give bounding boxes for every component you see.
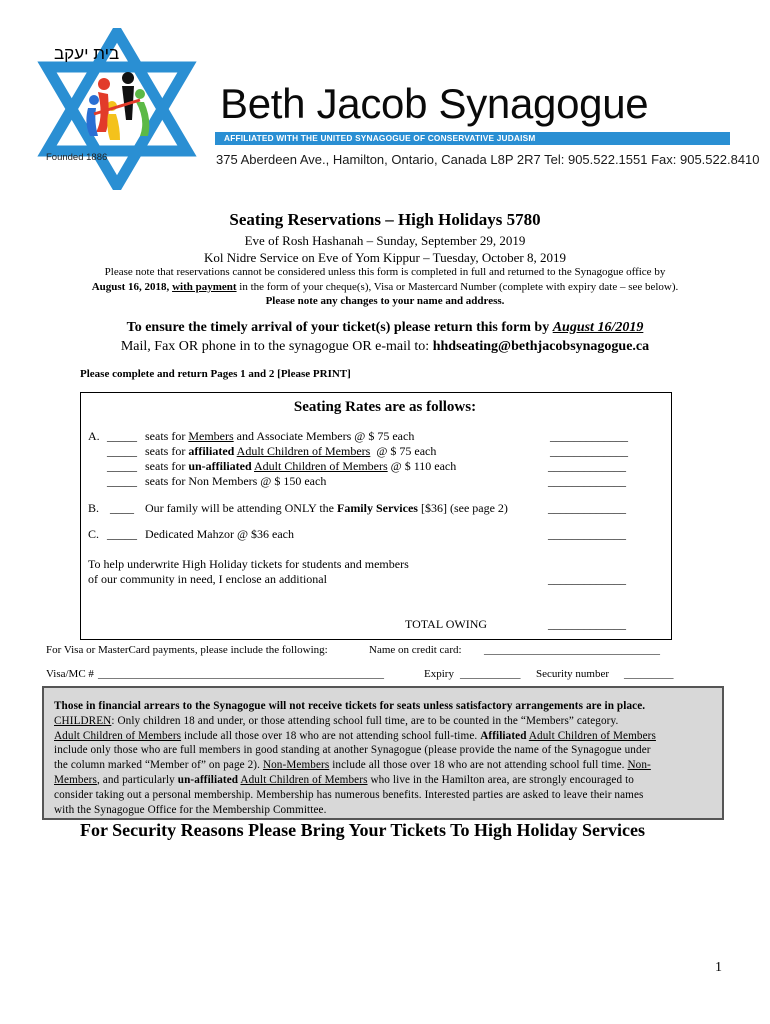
donation-line-1: To help underwrite High Holiday tickets for students and members bbox=[88, 557, 409, 571]
return-lead: To ensure the timely arrival of your ticket(s) please return this form by bbox=[126, 320, 550, 335]
notice-deadline: August 16, 2018, bbox=[91, 281, 170, 293]
rate-a4-text: seats for Non Members @ $ 150 each bbox=[145, 474, 327, 488]
amount-a4-field[interactable]: _____________ bbox=[548, 474, 626, 488]
amount-b-field[interactable]: _____________ bbox=[548, 501, 626, 515]
rate-c-blank[interactable]: _____ bbox=[107, 527, 137, 541]
affiliation-text: AFFILIATED WITH THE UNITED SYNAGOGUE OF CONSERVATIVE JUDAISM bbox=[224, 133, 536, 143]
arrears-notice: Those in financial arrears to the Synagogue will not receive tickets for seats unless satisfactory arrangements are in place. bbox=[54, 700, 646, 712]
total-owing-label: TOTAL OWING bbox=[405, 617, 488, 631]
total-owing-field[interactable]: _____________ bbox=[548, 617, 626, 631]
address-line: 375 Aberdeen Ave., Hamilton, Ontario, Canada L8P 2R7 Tel: 905.522.1551 Fax: 905.522.8410 bbox=[216, 152, 760, 167]
rate-c-label: C. bbox=[88, 527, 100, 541]
info-text bbox=[54, 699, 722, 817]
founded-label: Founded 1886 bbox=[46, 152, 108, 163]
rate-a1-text: seats for Members and Associate Members @ $ 75 each bbox=[145, 429, 415, 443]
info-line-4: include only those who are full members in good standing at another Synagogue (please provide the name of the Synagogue under bbox=[54, 744, 651, 757]
page-number: 1 bbox=[715, 960, 722, 975]
rate-a1-blank[interactable]: _____ bbox=[107, 429, 137, 443]
payment-intro: For Visa or MasterCard payments, please include the following: bbox=[46, 644, 328, 656]
expiry-label: Expiry bbox=[424, 668, 454, 680]
children-definition: CHILDREN: Only children 18 and under, or those attending school full time, are to be counted in the “Members” category. bbox=[54, 714, 619, 727]
amount-a3-field[interactable]: _____________ bbox=[548, 459, 626, 473]
contact-email[interactable]: hhdseating@bethjacobsynagogue.ca bbox=[432, 339, 650, 354]
hebrew-name: בית יעקב bbox=[54, 44, 120, 63]
notice-with-payment: with payment bbox=[172, 281, 237, 293]
notice-line-1: Please note that reservations cannot be considered unless this form is completed in full and returned to the Synagogue office by bbox=[104, 266, 666, 278]
rate-a2-text: seats for affiliated Adult Children of Members @ $ 75 each bbox=[145, 444, 437, 458]
rate-a2-blank[interactable]: _____ bbox=[107, 444, 137, 458]
amount-a1-field[interactable]: _____________ bbox=[550, 429, 628, 443]
rates-heading: Seating Rates are as follows: bbox=[293, 399, 477, 415]
rate-c-text: Dedicated Mahzor @ $36 each bbox=[145, 527, 294, 541]
notice-payment-details: in the form of your cheque(s), Visa or Mastercard Number (complete with expiry date – see below). bbox=[239, 281, 679, 293]
card-number-label: Visa/MC # bbox=[46, 668, 94, 680]
organization-name: Beth Jacob Synagogue bbox=[220, 80, 649, 127]
info-line-7: consider taking out a personal membership. Membership has numerous benefits. Interested parties are asked to leave their names bbox=[54, 788, 644, 801]
notice-line-3: Please note any changes to your name and address. bbox=[265, 295, 505, 307]
info-line-6: Members, and particularly un-affiliated Adult Children of Members who live in the Hamilton area, are strongly encouraged to bbox=[54, 773, 634, 786]
rate-a3-text: seats for un-affiliated Adult Children of Members @ $ 110 each bbox=[145, 459, 457, 473]
adult-children-definition: Adult Children of Members include all those over 18 who are not attending school full-time. Affiliated Adult Children of Members bbox=[54, 729, 656, 742]
non-members-definition: the column marked “Member of” on page 2). Non-Members include all those over 18 who are not attending school full time. Non- bbox=[54, 759, 651, 772]
rate-a-label: A. bbox=[88, 429, 100, 443]
people-figures-icon bbox=[86, 72, 149, 140]
notice-line-2 bbox=[0, 281, 770, 293]
rate-b-label: B. bbox=[88, 501, 100, 515]
rate-b-blank[interactable]: ____ bbox=[110, 501, 134, 515]
card-name-field[interactable]: ________________________________ bbox=[484, 644, 660, 656]
security-number-label: Security number bbox=[536, 668, 610, 680]
return-line-2 bbox=[0, 339, 770, 355]
amount-a2-field[interactable]: _____________ bbox=[550, 444, 628, 458]
amount-c-field[interactable]: _____________ bbox=[548, 527, 626, 541]
info-line-8: with the Synagogue Office for the Membership Committee. bbox=[54, 803, 327, 816]
page-title: Seating Reservations – High Holidays 5780 bbox=[229, 210, 541, 229]
security-number-field[interactable]: _________ bbox=[624, 668, 674, 680]
card-number-field[interactable]: ____________________________________________________ bbox=[98, 668, 384, 680]
instructions-text: Please complete and return Pages 1 and 2 [Please PRINT] bbox=[80, 368, 351, 380]
security-reminder: For Security Reasons Please Bring Your Tickets To High Holiday Services bbox=[80, 820, 646, 840]
subtitle-rosh-hashanah: Eve of Rosh Hashanah – Sunday, September 29, 2019 bbox=[244, 233, 526, 248]
amount-donation-field[interactable]: _____________ bbox=[548, 572, 626, 586]
rate-b-text: Our family will be attending ONLY the Family Services [$36] (see page 2) bbox=[145, 501, 508, 515]
expiry-field[interactable]: ___________ bbox=[460, 668, 521, 680]
donation-line-2: of our community in need, I enclose an additional bbox=[88, 572, 327, 586]
return-deadline: August 16/2019 bbox=[552, 320, 644, 335]
rate-a3-blank[interactable]: _____ bbox=[107, 459, 137, 473]
return-methods: Mail, Fax OR phone in to the synagogue OR e-mail to: bbox=[120, 339, 430, 354]
rate-a4-blank[interactable]: _____ bbox=[107, 474, 137, 488]
card-name-label: Name on credit card: bbox=[369, 644, 462, 656]
return-line-1 bbox=[0, 320, 770, 336]
subtitle-kol-nidre: Kol Nidre Service on Eve of Yom Kippur – Tuesday, October 8, 2019 bbox=[203, 250, 567, 265]
